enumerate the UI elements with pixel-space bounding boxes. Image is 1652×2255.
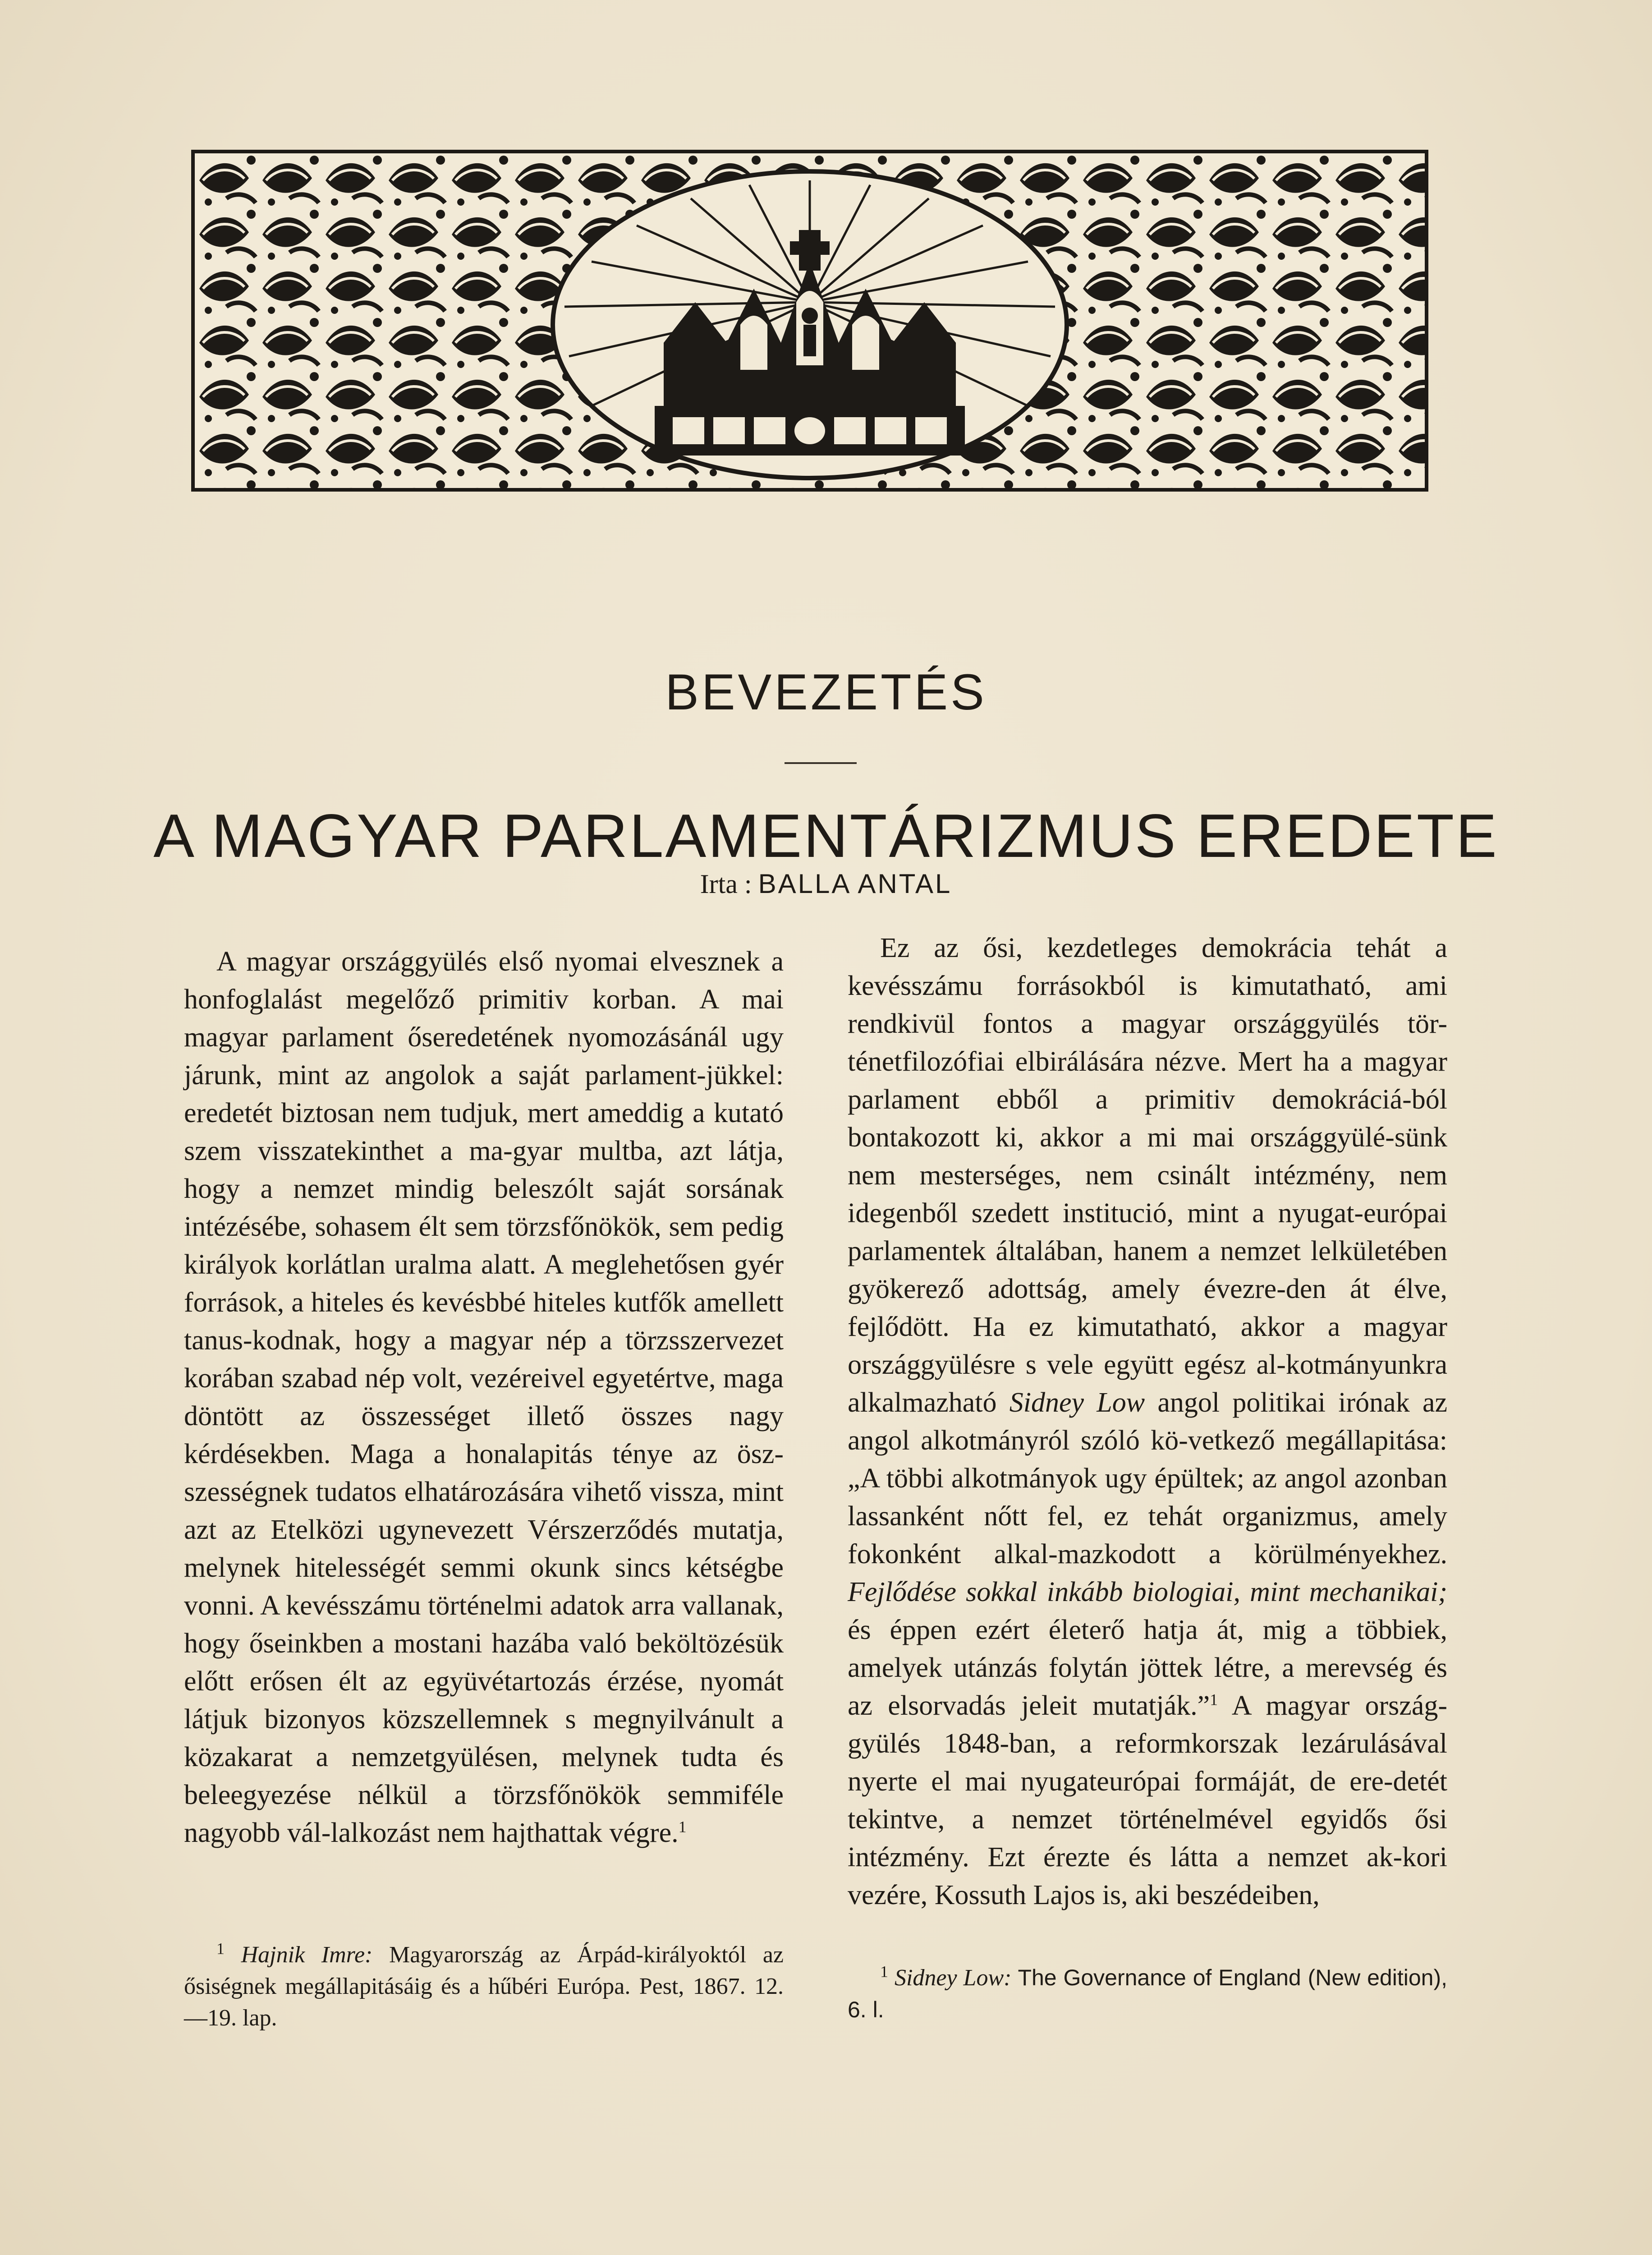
holy-crown-icon	[195, 153, 1425, 488]
section-title: BEVEZETÉS	[665, 664, 987, 720]
footnote-mark: 1	[216, 1939, 225, 1958]
left-column	[184, 943, 784, 1852]
footnote-text: The Governance of England (New edition), 6. l.	[848, 1965, 1448, 2022]
byline-prefix: Irta :	[700, 869, 752, 899]
right-text-part3: és éppen ezért életerő hatja át, mig a többiek, amelyek utánzás folytán jöttek létre, a merevség és az elsorvadás jeleit mutatják.”	[848, 1615, 1447, 1721]
footnote-author: Sidney Low:	[894, 1965, 1012, 1991]
footnote-mark: 1	[880, 1962, 888, 1981]
header-ornament	[191, 150, 1428, 492]
footnote-ref: 1	[678, 1818, 687, 1836]
italic-quote: Fejlődése sokkal inkább biologiai, mint mechanikai;	[848, 1577, 1447, 1607]
footnote-author: Hajnik Imre:	[241, 1942, 373, 1968]
left-paragraph-text: A magyar országgyülés első nyomai elvesznek a honfoglalást megelőző primitiv korban. A mai magyar parlament őseredetének nyomozásánál ugy járunk, mint az angolok a saját parlament-jükkel: eredetét biztosan nem tudjuk, mert ameddig a kutató szem visszatekinthet a ma-gyar multba, azt látja, hogy a nemzet mindig beleszólt saját sorsának intézésébe, sohasem élt sem törzsfőnökök, sem pedig királyok korlátlan uralma alatt. A meglehetősen gyér források, a hiteles és kevésbbé hiteles kutfők amellett tanus-kodnak, hogy a magyar nép a törzsszervezet korában szabad nép volt, vezéreivel egyetértve, maga döntött az összességet illető összes nagy kérdésekben. Maga a honalapitás ténye az ösz-szességnek tudatos elhatározására vihető vissza, mint azt az Etelközi ugynevezett Vérszerződés mutatja, melynek hitelességét semmi okunk sincs kétségbe vonni. A kevésszámu történelmi adatok arra vallanak, hogy őseinkben a mostani hazába való beköltözésük előtt erősen élt az együvétartozás érzése, nyomát látjuk bizonyos közszellemnek s megnyilvánult a közakarat a nemzetgyülésen, melynek tudta és beleegyezése nélkül a törzsfőnökök semmiféle nagyobb vál-lalkozást nem hajthattak végre.	[184, 946, 784, 1848]
right-text-part4: A magyar ország-gyülés 1848-ban, a reformkorszak lezárulásával nyerte el mai nyugateurópai formáját, de ere-detét tekintve, a nemzet történelmével egyidős ősi intézmény. Ezt érezte és látta a nemzet ak-kori vezére, Kossuth Lajos is, aki beszédeiben,	[848, 1690, 1447, 1910]
right-column	[848, 929, 1447, 1914]
right-text-part1: Ez az ősi, kezdetleges demokrácia tehát a kevésszámu forrásokból is kimutatható, ami rendkivül fontos a magyar országgyülés tör-ténetfilozófiai elbirálására nézve. Mert ha a magyar parlament ebből a primitiv demokráciá-ból bontakozott ki, akkor a mi mai országgyülé-sünk nem mesterséges, nem csinált intézmény, nem idegenből szedett institució, mint a nyugat-európai parlamentek általában, hanem a nemzet lelkületében gyökerező adottság, amely évezre-den át élve, fejlődött. Ha ez kimutatható, akkor a magyar országgyülésre s vele együtt egész al-kotmányunkra alkalmazható	[848, 933, 1447, 1418]
footnote-right	[848, 1962, 1447, 2026]
author-name: BALLA ANTAL	[758, 869, 952, 899]
footnote-ref: 1	[1210, 1690, 1218, 1709]
right-text-part2: angol politikai irónak az angol alkotmányról szóló kö-vetkező megállapitása: „A többi alkotmányok ugy épültek; az angol azonban lassanként nőtt fel, ez tehát organizmus, amely fokonként alkal-mazkodott a körülményekhez.	[848, 1387, 1447, 1569]
title-divider	[785, 762, 857, 764]
byline	[0, 868, 1652, 900]
footnote-text: Magyarország az Árpád-királyoktól az ősiségnek megállapitásáig és a hűbéri Európa. Pest, 1867. 12.—19. lap.	[184, 1942, 784, 2031]
article-title: A MAGYAR PARLAMENTÁRIZMUS EREDETE	[153, 801, 1499, 870]
left-column-paragraph	[184, 943, 784, 1852]
footnote-left	[184, 1939, 784, 2034]
cited-author: Sidney Low	[1009, 1387, 1145, 1418]
right-column-paragraph	[848, 929, 1447, 1914]
